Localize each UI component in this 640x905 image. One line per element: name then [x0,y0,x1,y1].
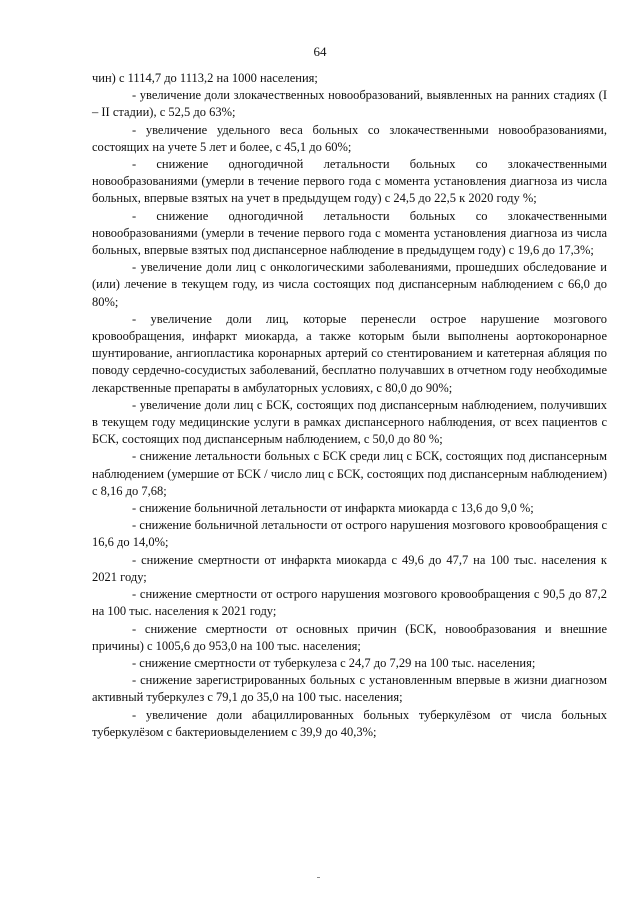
list-item: - увеличение доли лиц, которые перенесли острое нарушение мозгового кровообращения, инфаркт миокарда, а также которым были выполнены аортокоронарное шунтирование, ангиопластика коронарных артерий со стентированием и катетерная абляция по поводу сердечно-сосудистых заболеваний, бесплатно получавших в отчетном году необходимые лекарственные препараты в амбулаторных условиях, с 80,0 до 90%; [92,311,607,395]
list-item: - увеличение доли лиц с БСК, состоящих под диспансерным наблюдением, получивших в текущем году медицинские услуги в рамках диспансерного наблюдения, от всех пациентов с БСК, состоящих под диспансерным наблюдением, с 50,0 до 80 %; [92,397,607,447]
scan-artifact-dot [317,877,320,878]
list-item: - увеличение доли лиц с онкологическими заболеваниями, прошедших обследование и (или) лечение в текущем году, из числа состоящих под диспансерным наблюдением с 66,0 до 80%; [92,260,607,309]
list-item: - увеличение доли злокачественных новообразований, выявленных на ранних стадиях (I – II стадии), с 52,5 до 63%; [92,88,607,120]
list-item: - снижение смертности от туберкулеза с 24,7 до 7,29 на 100 тыс. населения; [132,655,536,670]
list-item: - снижение смертности от инфаркта миокарда с 49,6 до 47,7 на 100 тыс. населения к 2021 году; [92,552,607,584]
list-item: - снижение зарегистрированных больных с установленным впервые в жизни диагнозом активный туберкулез с 79,1 до 35,0 на 100 тыс. населения; [92,673,607,705]
list-item: - снижение одногодичной летальности больных со злокачественными новообразованиями (умерли в течение первого года с момента установления диагноза из числа больных, впервые взятых на учет в предыдущем году) с 24,5 до 22,5 к 2020 году %; [92,157,607,206]
list-item: - снижение смертности от основных причин (БСК, новообразования и внешние причины) с 1005,6 до 953,0 на 100 тыс. населения; [92,621,607,653]
list-item: - снижение больничной летальности от острого нарушения мозгового кровообращения с 16,6 до 14,0%; [92,518,607,550]
list-item: - увеличение удельного веса больных со злокачественными новообразованиями, состоящих на учете 5 лет и более, с 45,1 до 60%; [92,122,607,154]
list-item: - снижение смертности от острого нарушения мозгового кровообращения с 90,5 до 87,2 на 100 тыс. населения к 2021 году; [92,587,607,619]
paragraph-continuation: чин) с 1114,7 до 1113,2 на 1000 населения; [92,71,318,85]
list-item: - снижение одногодичной летальности больных со злокачественными новообразованиями (умерли в течение первого года с момента установления диагноза из числа больных, впервые взятых под диспансерное наблюдение в предыдущем году) с 19,6 до 17,3%; [92,208,607,258]
list-item: - увеличение доли абациллированных больных туберкулёзом от числа больных туберкулёзом с бактериовыделением с 39,9 до 40,3%; [92,707,607,739]
page-number: 64 [313,44,327,59]
list-item: - снижение летальности больных с БСК среди лиц с БСК, состоящих под диспансерным наблюдением (умершие от БСК / число лиц с БСК, состоящих под диспансерным наблюдением) с 8,16 до 7,68; [92,449,607,498]
document-body [92,70,607,741]
list-item: - снижение больничной летальности от инфаркта миокарда с 13,6 до 9,0 %; [132,501,534,516]
